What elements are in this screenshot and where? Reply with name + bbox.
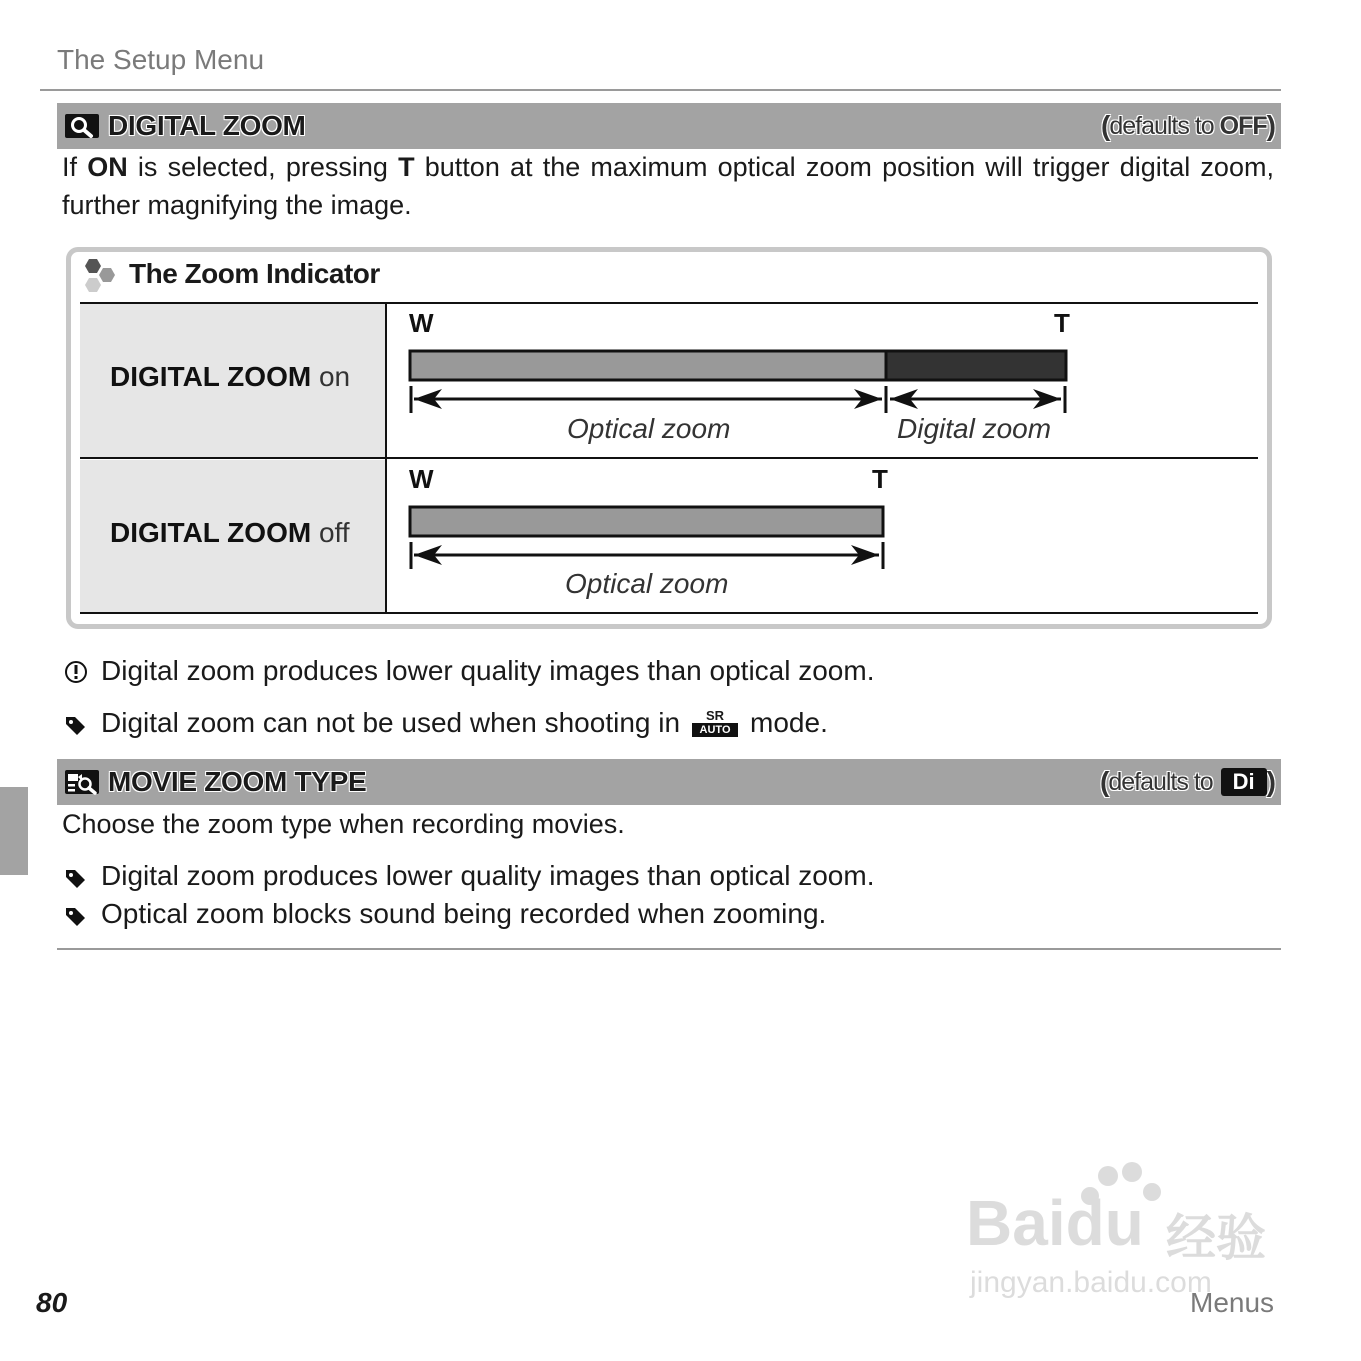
desc-pre: If [62, 152, 78, 182]
note-sr-auto-pre: Digital zoom can not be used when shooting in [101, 707, 681, 738]
tele-letter: T [872, 464, 888, 494]
table-rule-bottom [80, 612, 1258, 614]
digital-zoom-caption: Digital zoom [897, 413, 1052, 444]
sr-auto-mode-icon [692, 709, 738, 737]
sr-auto-top: SR [706, 708, 725, 723]
optical-zoom-caption: Optical zoom [567, 413, 731, 444]
row-label-text: DIGITAL ZOOM [110, 517, 312, 548]
table-rule-middle [80, 457, 1258, 459]
tele-letter: T [1054, 308, 1070, 338]
tag-note-icon [64, 713, 88, 737]
digital-zoom-defaults: ( defaults to OFF ) [1100, 110, 1275, 141]
note-lower-quality: Digital zoom produces lower quality images than optical zoom. [101, 655, 875, 686]
chapter-side-tab [0, 787, 28, 875]
wide-letter: W [409, 308, 434, 338]
tag-note-icon [64, 866, 88, 890]
zoom-bar-off [400, 501, 900, 576]
desc-t: T [398, 152, 415, 182]
note-sr-auto-post: mode. [750, 707, 828, 738]
running-header: The Setup Menu [57, 44, 265, 75]
zoom-indicator-title: The Zoom Indicator [129, 258, 380, 289]
hexagon-cluster-icon [80, 259, 120, 295]
sr-auto-bottom: AUTO [692, 723, 738, 737]
baidu-watermark [966, 1158, 1286, 1308]
note-sr-auto [101, 707, 828, 739]
table-divider [385, 302, 387, 614]
movie-note-lower-quality: Digital zoom produces lower quality images than optical zoom. [101, 860, 875, 891]
badge-text: Di [1232, 769, 1255, 794]
desc-mid: is selected, pressing [137, 152, 388, 182]
row-label-mode: on [318, 361, 351, 392]
optical-zoom-caption: Optical zoom [565, 568, 729, 599]
movie-zoom-section-bar [57, 759, 1281, 805]
movie-zoom-title: MOVIE ZOOM TYPE [108, 766, 367, 797]
digital-zoom-description [62, 148, 1274, 224]
movie-zoom-description: Choose the zoom type when recording movies. [62, 809, 625, 839]
digital-zoom-title: DIGITAL ZOOM [108, 110, 306, 141]
digital-zoom-bar [886, 351, 1066, 380]
optical-zoom-bar [410, 507, 883, 536]
row-label-text: DIGITAL ZOOM [110, 361, 312, 392]
wide-letter: W [409, 464, 434, 494]
footer-section-label: Menus [1190, 1287, 1275, 1318]
defaults-prefix: defaults to [1108, 767, 1213, 796]
watermark-brand-cn: 经验 [1166, 1210, 1266, 1266]
row-label-mode: off [318, 517, 350, 548]
optical-zoom-bar [410, 351, 886, 380]
caution-icon [64, 660, 88, 684]
movie-note-sound: Optical zoom blocks sound being recorded when zooming. [101, 898, 827, 929]
defaults-value: OFF [1219, 111, 1267, 140]
table-rule-top [80, 302, 1258, 304]
row-label-digital-zoom-on [110, 361, 350, 393]
watermark-url: jingyan.baidu.com [970, 1266, 1212, 1299]
desc-post: button at the maximum optical zoom position will trigger digital zoom, further magnifying the image. [62, 152, 1274, 220]
magnifier-icon [64, 112, 100, 140]
header-rule [40, 89, 1281, 91]
row-label-digital-zoom-off [110, 517, 350, 549]
digital-zoom-badge-icon [1221, 768, 1267, 796]
desc-on: ON [87, 152, 128, 182]
defaults-prefix: defaults to [1109, 111, 1214, 140]
digital-zoom-section-bar [57, 103, 1281, 149]
tag-note-icon [64, 904, 88, 928]
section-end-rule [57, 948, 1281, 950]
movie-zoom-defaults: ( defaults to Di ) [1099, 766, 1275, 797]
page-number: 80 [36, 1287, 68, 1318]
zoom-bar-on [400, 345, 1080, 420]
movie-magnifier-icon [64, 768, 100, 796]
watermark-brand: Baidu [966, 1187, 1144, 1259]
